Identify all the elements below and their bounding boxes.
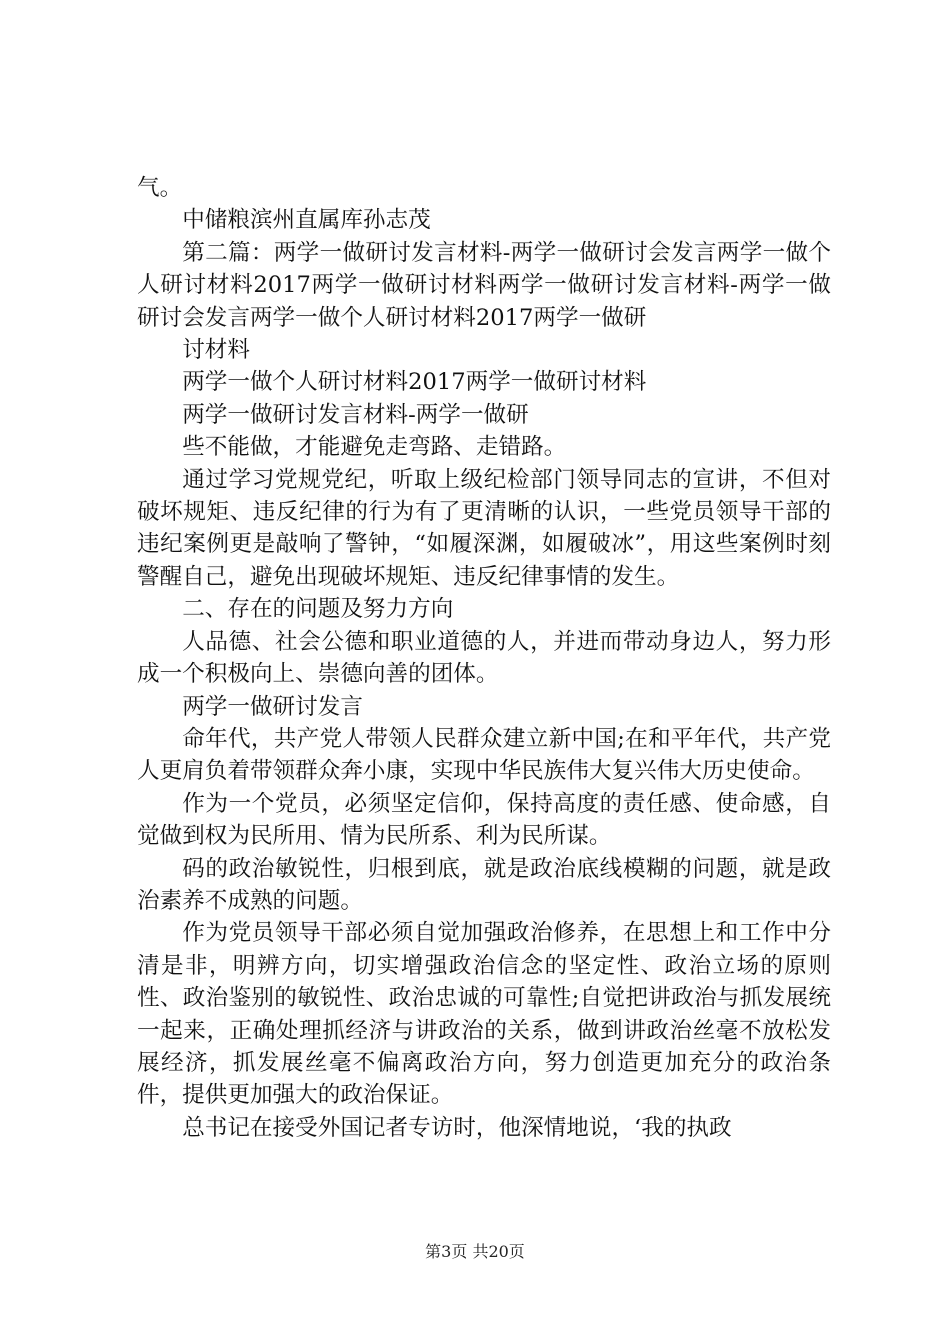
paragraph: 码的政治敏锐性，归根到底，就是政治底线模糊的问题，就是政治素养不成熟的问题。 — [137, 855, 831, 914]
paragraph: 中储粮滨州直属库孙志茂 — [182, 207, 431, 234]
page-number: 第3页 共20页 — [425, 1242, 525, 1261]
paragraph: 通过学习党规党纪，听取上级纪检部门领导同志的宣讲，不但对破坏规矩、违反纪律的行为有了更清晰的认识，一些党员领导干部的违纪案例更是敲响了警钟，“如履深渊，如履破冰”，用这些案例时刻警醒自己，避免出现破坏规矩、违反纪律事情的发生。 — [137, 466, 831, 590]
section-heading: 二、存在的问题及努力方向 — [182, 596, 454, 623]
paragraph: 两学一做研讨发言 — [182, 693, 363, 720]
paragraph: 两学一做个人研讨材料2017两学一做研讨材料 — [182, 369, 647, 396]
paragraph: 作为一个党员，必须坚定信仰，保持高度的责任感、使命感，自觉做到权为民所用、情为民所系、利为民所谋。 — [137, 790, 831, 850]
paragraph: 人品德、社会公德和职业道德的人，并进而带动身边人，努力形成一个积极向上、崇德向善的团体。 — [137, 628, 831, 688]
paragraph: 两学一做研讨发言材料-两学一做研 — [182, 401, 529, 428]
paragraph: 第二篇：两学一做研讨发言材料-两学一做研讨会发言两学一做个人研讨材料2017两学一做研讨材料两学一做研讨发言材料-两学一做研讨会发言两学一做个人研讨材料2017两学一做研 — [137, 239, 831, 331]
paragraph: 作为党员领导干部必须自觉加强政治修养，在思想上和工作中分清是非，明辨方向，切实增强政治信念的坚定性、政治立场的原则性、政治鉴别的敏锐性、政治忠诚的可靠性;自觉把讲政治与抓发展统一起来，正确处理抓经济与讲政治的关系，做到讲政治丝毫不放松发展经济，抓发展丝毫不偏离政治方向，努力创造更加充分的政治条件，提供更加强大的政治保证。 — [137, 920, 831, 1109]
paragraph: 讨材料 — [182, 337, 250, 364]
paragraph: 些不能做，才能避免走弯路、走错路。 — [182, 434, 567, 461]
paragraph: 命年代，共产党人带领人民群众建立新中国;在和平年代，共产党人更肩负着带领群众奔小康，实现中华民族伟大复兴伟大历史使命。 — [137, 725, 831, 785]
paragraph: 气。 — [137, 175, 183, 201]
paragraph: 总书记在接受外国记者专访时，他深情地说，‘我的执政 — [182, 1114, 732, 1141]
document-body — [137, 172, 831, 1144]
